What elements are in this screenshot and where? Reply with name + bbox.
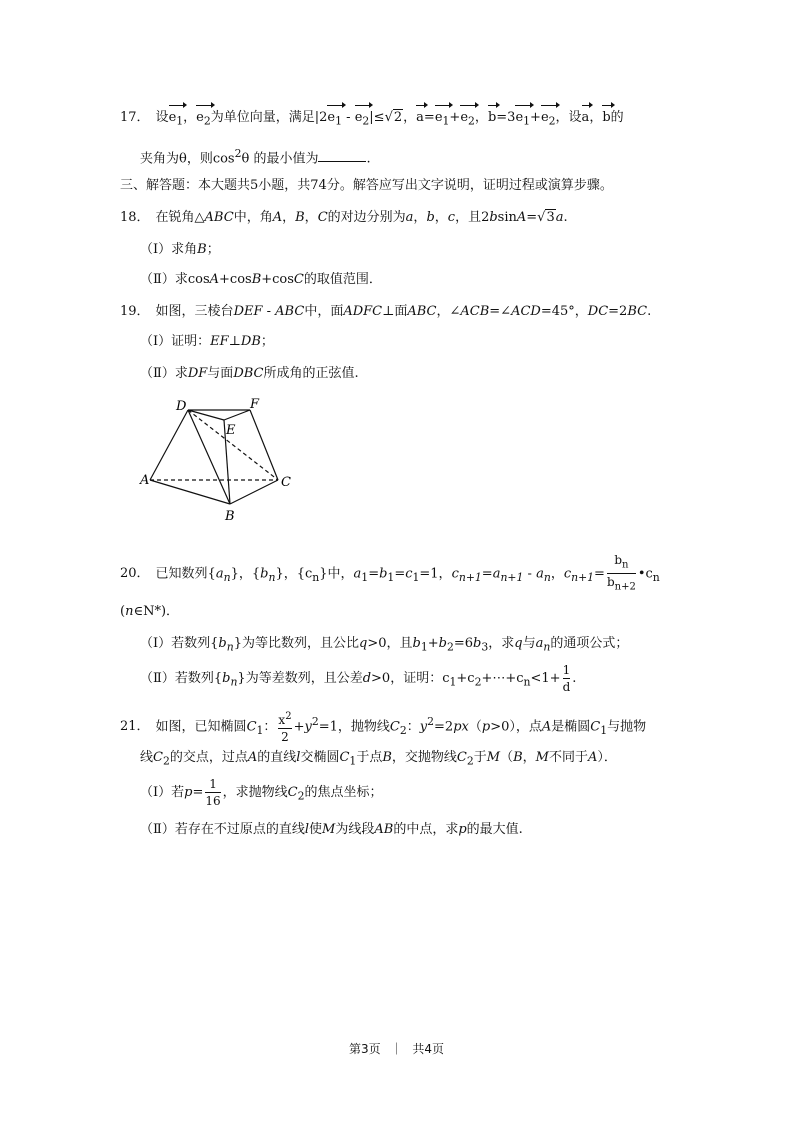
vector-e1: $e_1$: [169, 108, 184, 132]
label-C: C: [281, 475, 291, 490]
q21-part1: （Ⅰ）若p= $\frac{1}{16}$ ，求抛物线$C_2$的焦点坐标；: [140, 777, 383, 808]
fraction: $\frac{1}{16}$: [205, 777, 221, 808]
label-F: F: [250, 397, 260, 412]
vector-a: a: [416, 108, 424, 128]
q20-part1: （Ⅰ）若数列$\{b_n\}$为等比数列，且公比q>0，且$b_1+b_2=6b_3$，求q与$a_n$的通项公式；: [140, 636, 629, 654]
q19-part2: （Ⅱ）求DF与面DBC所成角的正弦值.: [140, 366, 359, 381]
question-number: 17．: [120, 110, 150, 125]
fraction: $\frac{b_n}{b_{n+2}}$: [607, 552, 636, 596]
q21-part2: （Ⅱ）若存在不过原点的直线l使M为线段AB的中点，求p的最大值.: [140, 822, 523, 837]
label-A: A: [140, 473, 150, 488]
separator: ｜: [390, 1042, 403, 1056]
q18-part1: （Ⅰ）求角B；: [140, 242, 220, 257]
q21-stem: 21． 如图，已知椭圆$C_1$： $\frac{x^2}{2}$ $+y^2=1$，抛物线$C_2$：$y^2=2px(p>0)$，点A是椭圆$C_1$与抛物: [120, 710, 647, 744]
fraction: $\frac{x^2}{2}$: [278, 710, 292, 744]
fraction: $\frac{1}{d}$: [562, 663, 571, 694]
edge-BC: [230, 480, 278, 504]
q18-stem: 18． 在锐角△ABC中，角A，B，C的对边分别为a，b，c，且2bsinA=√3a.: [120, 210, 568, 225]
vector-b: b: [488, 108, 496, 128]
question-number: 20．: [120, 566, 150, 582]
label-B: B: [225, 509, 235, 524]
q21-stem-cont: 线$C_2$的交点，过点A的直线l交椭圆$C_1$于点B，交抛物线$C_2$于M（B，M不同于A）．: [140, 750, 617, 768]
q17-line2: 夹角为θ，则$\cos^2\theta$ 的最小值为 .: [140, 147, 371, 167]
question-number: 21．: [120, 719, 150, 735]
label-E: E: [226, 423, 236, 438]
edge-EF: [224, 410, 250, 420]
vector-e2: $e_2$: [196, 108, 211, 132]
section-heading: 三、解答题：本大题共5小题，共74分。解答应写出文字说明，证明过程或演算步骤。: [120, 178, 613, 193]
q18-part2: （Ⅱ）求cosA+cosB+cosC的取值范围．: [140, 272, 382, 287]
edge-FC: [250, 410, 278, 480]
label-D: D: [176, 399, 187, 414]
edge-AB: [150, 480, 230, 504]
q20-stem: 20． 已知数列$\{a_n\}$，$\{b_n\}$，$\{c_n\}$中，$a_1=b_1=c_1=1$，$c_{n+1}=a_{n+1} - a_n$，$c_{n+1}=$ $\frac{b_n}{b_{n+2}}$ $•c_n$: [120, 552, 660, 596]
page-footer: [0, 1040, 793, 1057]
current-page: 第3页: [349, 1042, 381, 1056]
q20-part2: （Ⅱ）若数列$\{b_n\}$为等差数列，且公差d>0，证明：$c_1+c_2+\cdots+c_n<1+$ $\frac{1}{d}$ .: [140, 663, 577, 694]
q17-line1: 17． 设$e_1$，$e_2$为单位向量，满足$|2e_1 - e_2|\le√2$，$a=e_1+e_2$，$b=3e_1+e_2$，设a，b的: [120, 108, 624, 132]
question-number: 19．: [120, 304, 150, 319]
question-number: 18．: [120, 210, 150, 225]
total-pages: 共4页: [412, 1042, 444, 1056]
answer-blank[interactable]: [318, 149, 366, 162]
edge-DA: [150, 410, 188, 480]
edge-DE: [188, 410, 224, 420]
q19-stem: 19． 如图，三棱台DEF - ABC中，面ADFC⊥面ABC，∠ACB=∠ACD=45°，DC=2BC.: [120, 304, 652, 319]
q20-stem-cont: (n∈N*)．: [120, 604, 180, 619]
frustum-figure: [138, 392, 298, 524]
q19-part1: （Ⅰ）证明：EF⊥DB；: [140, 334, 274, 349]
